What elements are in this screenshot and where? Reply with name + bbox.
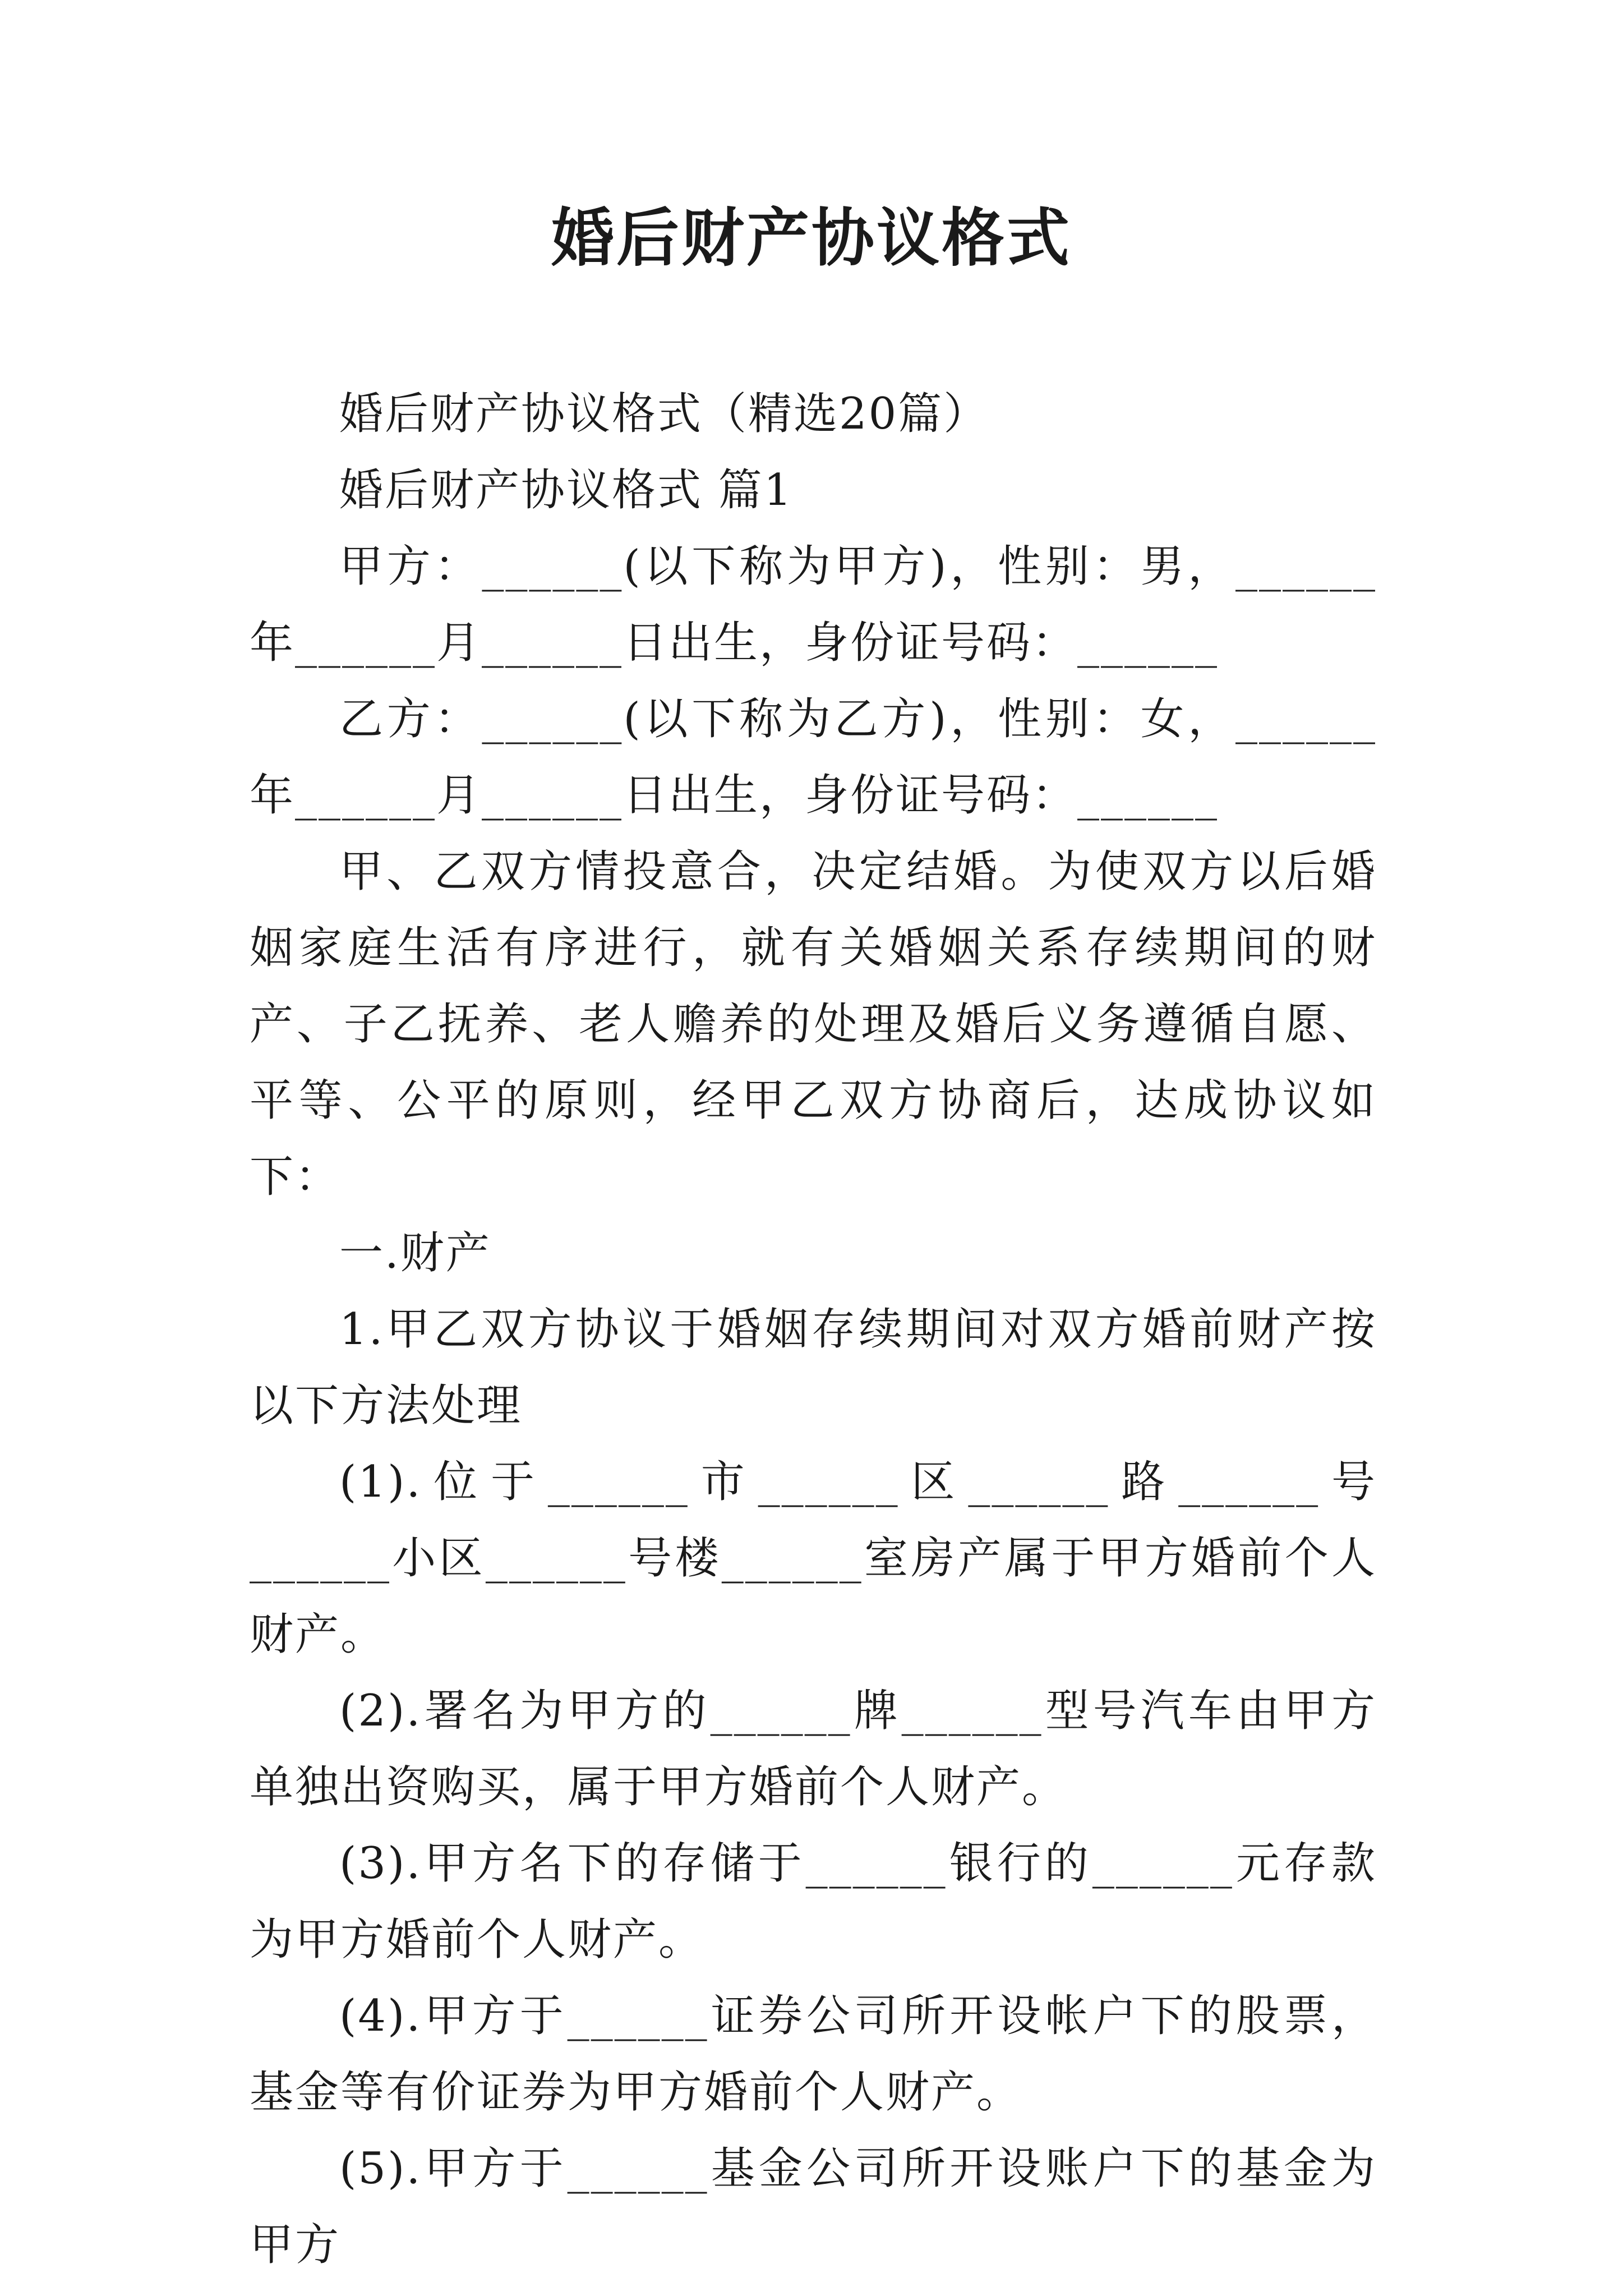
property-heading: 一.财产	[339, 1228, 491, 1278]
clause-1-paragraph: 1.甲乙双方协议于婚姻存续期间对双方婚前财产按以下方法处理	[250, 1304, 1377, 1431]
document-title: 婚后财产协议格式	[551, 201, 1072, 275]
clause-1-2-paragraph: (2).署名为甲方的______牌______型号汽车由甲方单独出资购买，属于甲方婚前个人财产。	[250, 1686, 1377, 1812]
clause-1-4-paragraph: (4).甲方于______证券公司所开设帐户下的股票，基金等有价证券为甲方婚前个人财产。	[250, 1991, 1377, 2118]
party-b-paragraph: 乙方：______(以下称为乙方)，性别：女，______年______月______日出生，身份证号码：______	[250, 694, 1377, 821]
clause-1-5-paragraph: (5).甲方于______基金公司所开设账户下的基金为甲方	[250, 2143, 1377, 2270]
preamble-paragraph: 甲、乙双方情投意合，决定结婚。为使双方以后婚姻家庭生活有序进行，就有关婚姻关系存续期间的财产、子乙抚养、老人赡养的处理及婚后义务遵循自愿、平等、公平的原则，经甲乙双方协商后，达成协议如下：	[250, 846, 1377, 1202]
subtitle-paragraph: 婚后财产协议格式（精选20篇）	[339, 389, 989, 439]
section-heading: 婚后财产协议格式 篇1	[339, 465, 794, 516]
clause-1-3-paragraph: (3).甲方名下的存储于______银行的______元存款为甲方婚前个人财产。	[250, 1838, 1377, 1965]
clause-1-1-paragraph: (1).位于______市______区______路______号______小区______号楼______室房产属于甲方婚前个人财产。	[250, 1457, 1377, 1660]
party-a-paragraph: 甲方：______(以下称为甲方)，性别：男，______年______月______日出生，身份证号码：______	[250, 541, 1377, 668]
document-body	[250, 376, 1377, 2283]
